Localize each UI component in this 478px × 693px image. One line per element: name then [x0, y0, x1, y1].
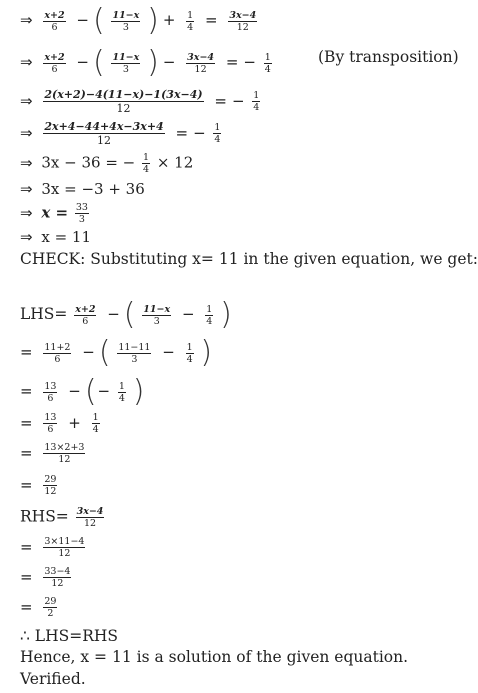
- lhs-line-4: = $\frac{13}{6}$ + $\frac{1}{4}$: [20, 412, 99, 435]
- fraction: $\frac{1}{4}$: [206, 303, 213, 327]
- fraction: $\frac{1}{4}$: [187, 9, 194, 33]
- step-2: ⇒ $\frac{x+2}{6}$ − ( $\frac{11-x}{3}$ ) − $\frac{3x-4}{12}$ = − $\frac{1}{4}$: [20, 45, 271, 80]
- fraction: $\frac{2(x+2)-4(11-x)-1(3x-4)}{12}$: [44, 88, 203, 115]
- implies-arrow: ⇒: [20, 203, 33, 222]
- lhs-line-6: = $\frac{29}{12}$: [20, 474, 57, 497]
- step-5: ⇒ 3x − 36 = − $\frac{1}{4}$ × 12: [20, 152, 194, 175]
- implies-arrow: ⇒: [20, 91, 33, 110]
- lhs-line-2: = $\frac{11+2}{6}$ − ( $\frac{11-11}{3}$ − $\frac{1}{4}$ ): [20, 335, 213, 370]
- fraction: $\frac{33}{3}$: [75, 202, 88, 225]
- lhs-line-3: = $\frac{13}{6}$ − (− $\frac{1}{4}$ ): [20, 374, 145, 409]
- fraction: $\frac{2x+4-44+4x-3x+4}{12}$: [44, 120, 164, 147]
- fraction: $\frac{1}{4}$: [186, 341, 193, 365]
- fraction: $\frac{3\times 11-4}{12}$: [44, 536, 85, 559]
- rhs-line-2: = $\frac{3\times 11-4}{12}$: [20, 536, 85, 559]
- rhs-line-3: = $\frac{33-4}{12}$: [20, 566, 71, 589]
- hence-statement: Hence, x = 11 is a solution of the given equation.: [20, 648, 409, 666]
- step-6: ⇒ 3x = −3 + 36: [20, 180, 145, 198]
- fraction: $\frac{3x-4}{12}$: [76, 506, 104, 529]
- implies-arrow: ⇒: [20, 53, 33, 71]
- implies-arrow: ⇒: [20, 228, 33, 246]
- step-3: ⇒ $\frac{2(x+2)-4(11-x)-1(3x-4)}{12}$ = − $\frac{1}{4}$: [20, 88, 260, 115]
- fraction: $\frac{29}{12}$: [44, 474, 57, 497]
- fraction: $\frac{1}{4}$: [143, 152, 150, 175]
- fraction: $\frac{3x-4}{12}$: [187, 51, 215, 75]
- fraction: $\frac{13}{6}$: [44, 380, 57, 404]
- verified-text: Verified.: [20, 670, 86, 688]
- fraction: $\frac{1}{4}$: [264, 51, 271, 75]
- fraction: $\frac{3x-4}{12}$: [229, 9, 257, 33]
- fraction: $\frac{x+2}{6}$: [44, 9, 65, 33]
- rhs-line-4: = $\frac{29}{2}$: [20, 596, 57, 619]
- fraction: $\frac{11-x}{3}$: [112, 51, 140, 75]
- fraction: $\frac{1}{4}$: [214, 122, 221, 145]
- fraction: $\frac{11+2}{6}$: [44, 341, 71, 365]
- fraction: $\frac{33-4}{12}$: [44, 566, 71, 589]
- step-7: ⇒ x = $\frac{33}{3}$: [20, 202, 88, 225]
- transposition-note: (By transposition): [318, 48, 459, 66]
- fraction: $\frac{13}{6}$: [44, 412, 57, 435]
- fraction: $\frac{1}{4}$: [118, 380, 125, 404]
- fraction: $\frac{11-x}{3}$: [112, 9, 140, 33]
- fraction: $\frac{x+2}{6}$: [44, 51, 65, 75]
- fraction: $\frac{1}{4}$: [92, 412, 99, 435]
- rhs-line-1: RHS= $\frac{3x-4}{12}$: [20, 506, 104, 529]
- fraction: $\frac{11-x}{3}$: [143, 303, 171, 327]
- step-8: ⇒ x = 11: [20, 228, 92, 246]
- implies-arrow: ⇒: [20, 11, 33, 29]
- fraction: $\frac{x+2}{6}$: [75, 303, 96, 327]
- conclusion: ∴ LHS=RHS: [20, 627, 119, 645]
- fraction: $\frac{11-11}{3}$: [118, 341, 151, 365]
- check-text: CHECK: Substituting x= 11 in the given equation, we get:: [20, 250, 478, 268]
- step-4: ⇒ $\frac{2x+4-44+4x-3x+4}{12}$ = − $\frac{1}{4}$: [20, 120, 221, 147]
- fraction: $\frac{29}{2}$: [44, 596, 57, 619]
- implies-arrow: ⇒: [20, 123, 33, 142]
- fraction: $\frac{1}{4}$: [253, 90, 260, 113]
- lhs-line-5: = $\frac{13\times 2+3}{12}$: [20, 442, 85, 465]
- implies-arrow: ⇒: [20, 180, 33, 198]
- step-1: ⇒ $\frac{x+2}{6}$ − ( $\frac{11-x}{3}$ ) + $\frac{1}{4}$ = $\frac{3x-4}{12}$: [20, 3, 257, 38]
- lhs-line-1: LHS= $\frac{x+2}{6}$ − ( $\frac{11-x}{3}$ − $\frac{1}{4}$ ): [20, 297, 232, 332]
- fraction: $\frac{13\times 2+3}{12}$: [44, 442, 85, 465]
- implies-arrow: ⇒: [20, 153, 33, 172]
